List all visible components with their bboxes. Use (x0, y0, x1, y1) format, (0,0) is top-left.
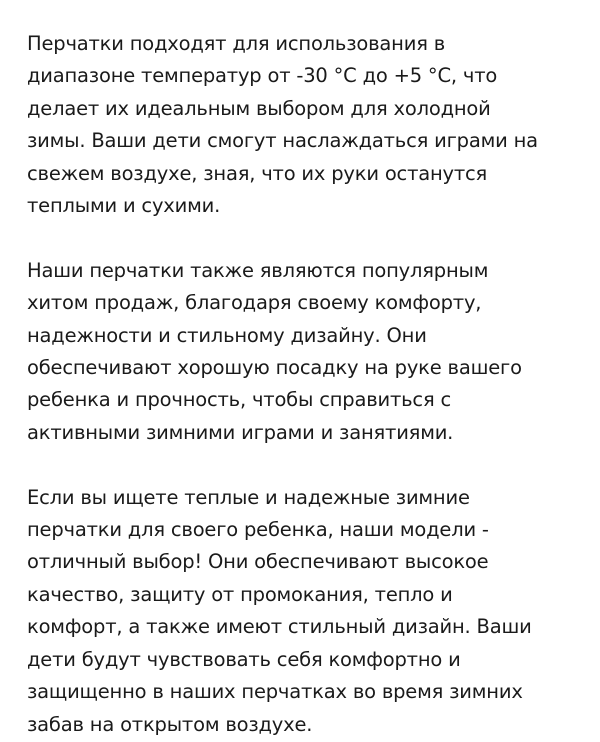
text-line: защищенно в наших перчатках во время зимних (27, 680, 523, 704)
product-description (27, 28, 587, 741)
paragraph-popularity (27, 255, 587, 449)
paragraph-temperature (27, 28, 587, 222)
text-line: перчатки для своего ребенка, наши модели - (27, 518, 489, 542)
text-line: забав на открытом воздухе. (27, 712, 313, 736)
text-line: отличный выбор! Они обеспечивают высокое (27, 550, 489, 574)
text-line: активными зимними играми и занятиями. (27, 420, 454, 444)
text-line: делает их идеальным выбором для холодной (27, 96, 491, 120)
text-line: Если вы ищете теплые и надежные зимние (27, 485, 470, 509)
text-line: диапазоне температур от -30 °C до +5 °C, что (27, 64, 498, 88)
text-line: теплыми и сухими. (27, 194, 221, 218)
text-line: свежем воздухе, зная, что их руки останутся (27, 161, 488, 185)
text-line: ребенка и прочность, чтобы справиться с (27, 388, 451, 412)
text-line: зимы. Ваши дети смогут наслаждаться играми на (27, 129, 538, 153)
text-line: Перчатки подходят для использования в (27, 32, 446, 55)
text-line: дети будут чувствовать себя комфортно и (27, 647, 461, 671)
paragraph-recommendation (27, 482, 587, 741)
text-line: хитом продаж, благодаря своему комфорту, (27, 291, 482, 315)
text-line: качество, защиту от промокания, тепло и (27, 582, 453, 606)
text-line: надежности и стильному дизайну. Они (27, 323, 427, 347)
text-line: обеспечивают хорошую посадку на руке вашего (27, 356, 522, 380)
text-line: Наши перчатки также являются популярным (27, 258, 489, 282)
text-line: комфорт, а также имеют стильный дизайн. Ваши (27, 615, 532, 639)
